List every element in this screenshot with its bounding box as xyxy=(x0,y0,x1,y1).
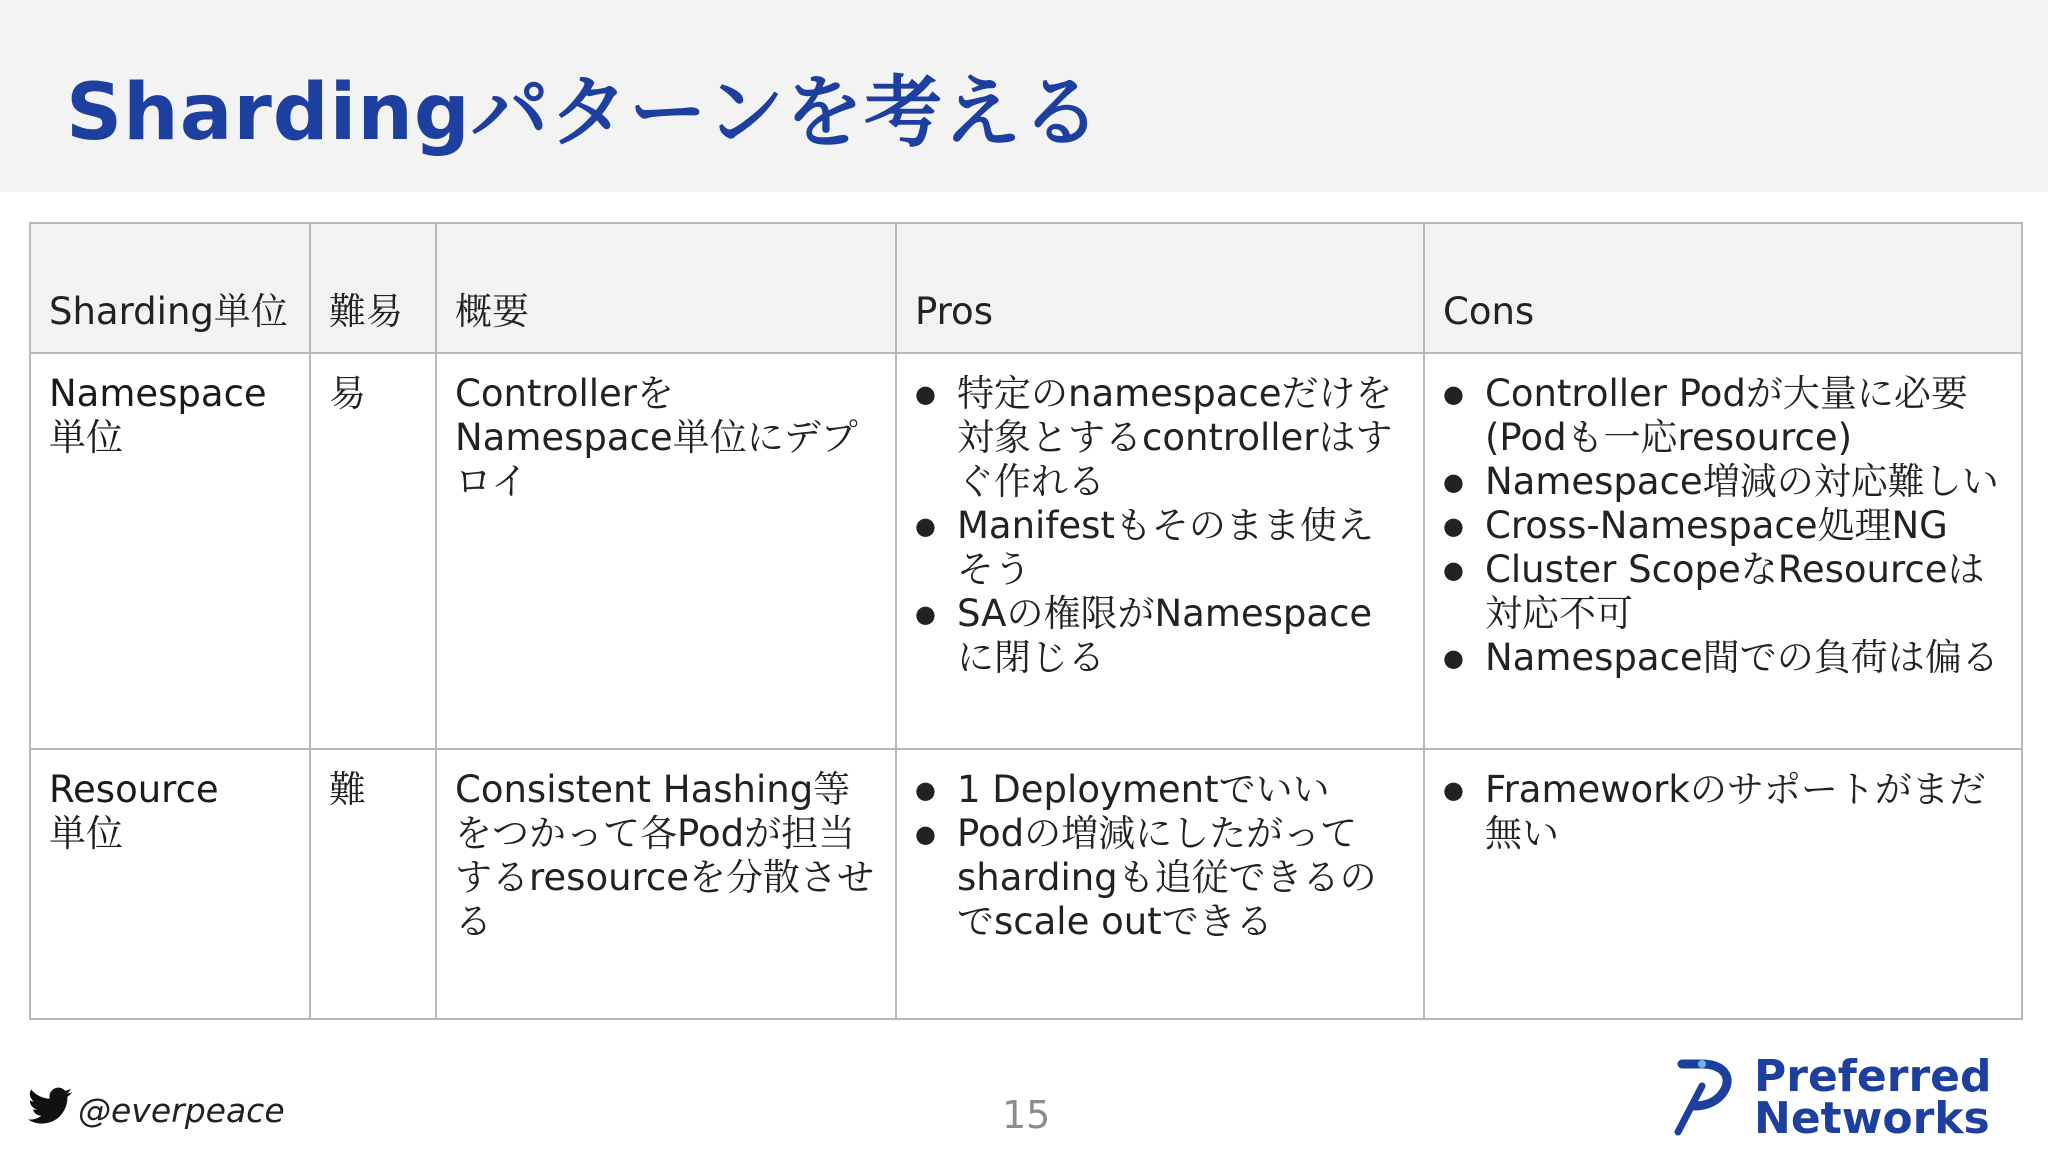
pros-item: ● SAの権限がNamespaceに閉じる xyxy=(957,592,1405,680)
logo-mark-icon xyxy=(1672,1056,1744,1140)
header-difficulty: 難易 xyxy=(310,223,436,353)
pros-item: ● Podの増減にしたがってshardingも追従できるのでscale outできる xyxy=(957,812,1405,944)
row-unit-cell xyxy=(30,353,310,749)
header-pros: Pros xyxy=(896,223,1424,353)
twitter-handle-text: @everpeace xyxy=(78,1090,285,1130)
pros-list xyxy=(915,768,1405,944)
row-cons-cell xyxy=(1424,353,2022,749)
row-unit: Namespace 単位 xyxy=(49,372,267,459)
cons-item: ● Frameworkのサポートがまだ無い xyxy=(1485,768,2003,856)
row-unit-cell xyxy=(30,749,310,1019)
row-difficulty: 易 xyxy=(310,353,436,749)
row-difficulty: 難 xyxy=(310,749,436,1019)
row-pros-cell xyxy=(896,749,1424,1019)
cons-item: ● Cluster ScopeなResourceは対応不可 xyxy=(1485,548,2003,636)
table-row xyxy=(30,353,2022,749)
row-cons-cell xyxy=(1424,749,2022,1019)
slide-title: Shardingパターンを考える xyxy=(66,68,1102,158)
sharding-table xyxy=(29,222,2023,1020)
cons-list xyxy=(1443,372,2003,680)
row-unit: Resource 単位 xyxy=(49,768,219,855)
table-row xyxy=(30,749,2022,1019)
cons-item: ● Cross-Namespace処理NG xyxy=(1485,504,2003,548)
twitter-bird-icon xyxy=(28,1087,72,1133)
twitter-handle[interactable] xyxy=(28,1087,285,1133)
header-summary: 概要 xyxy=(436,223,896,353)
table-header-row xyxy=(30,223,2022,353)
row-summary: Consistent Hashing等をつかって各Podが担当するresourceを分散させる xyxy=(436,749,896,1019)
pros-item: ● 特定のnamespaceだけを対象とするcontrollerはすぐ作れる xyxy=(957,372,1405,504)
page-number: 15 xyxy=(1002,1093,1051,1137)
row-summary: ControllerをNamespace単位にデプロイ xyxy=(436,353,896,749)
header-sharding-unit: Sharding単位 xyxy=(30,223,310,353)
logo-line-2: Networks xyxy=(1754,1093,1990,1144)
pros-item: ● 1 Deploymentでいい xyxy=(957,768,1405,812)
header-cons: Cons xyxy=(1424,223,2022,353)
cons-item: ● Controller Podが大量に必要(Podも一応resource) xyxy=(1485,372,2003,460)
cons-item: ● Namespace増減の対応難しい xyxy=(1485,460,2003,504)
pros-item: ● Manifestもそのまま使えそう xyxy=(957,504,1405,592)
logo-text xyxy=(1754,1051,1992,1144)
cons-list xyxy=(1443,768,2003,856)
pros-list xyxy=(915,372,1405,680)
preferred-networks-logo xyxy=(1672,1051,1992,1144)
logo-line-1: Preferred xyxy=(1754,1051,1992,1102)
cons-item: ● Namespace間での負荷は偏る xyxy=(1485,636,2003,680)
row-pros-cell xyxy=(896,353,1424,749)
